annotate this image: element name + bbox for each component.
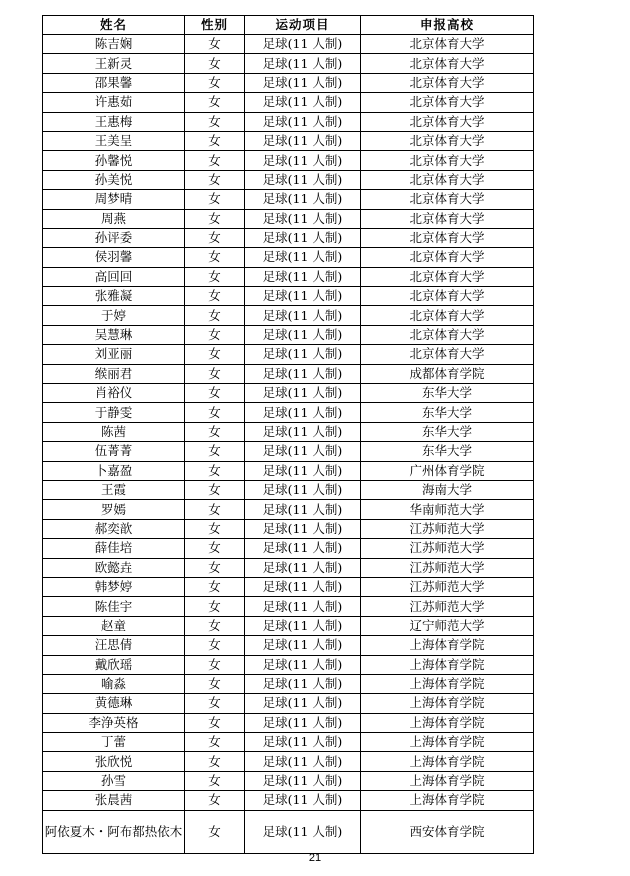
header-name: 姓名 <box>43 16 185 35</box>
table-row <box>43 190 534 209</box>
cell-name: 吴慧琳 <box>43 325 185 344</box>
table-row <box>43 480 534 499</box>
cell-sport: 足球(11 人制) <box>245 209 361 228</box>
cell-school: 江苏师范大学 <box>361 577 534 596</box>
table-row <box>43 422 534 441</box>
cell-sex: 女 <box>185 733 245 752</box>
cell-name: 王霞 <box>43 480 185 499</box>
table-row <box>43 577 534 596</box>
table-row <box>43 519 534 538</box>
cell-school: 东华大学 <box>361 422 534 441</box>
table-row <box>43 752 534 771</box>
cell-name: 王美呈 <box>43 131 185 150</box>
cell-school: 华南师范大学 <box>361 500 534 519</box>
page-number: 21 <box>308 852 322 864</box>
table-row <box>43 791 534 810</box>
cell-school: 上海体育学院 <box>361 733 534 752</box>
table-row <box>43 461 534 480</box>
cell-school: 东华大学 <box>361 384 534 403</box>
cell-school: 东华大学 <box>361 442 534 461</box>
cell-sex: 女 <box>185 403 245 422</box>
cell-sport: 足球(11 人制) <box>245 655 361 674</box>
cell-sex: 女 <box>185 248 245 267</box>
table-row <box>43 597 534 616</box>
cell-sport: 足球(11 人制) <box>245 500 361 519</box>
cell-sex: 女 <box>185 694 245 713</box>
table-row <box>43 267 534 286</box>
cell-school: 海南大学 <box>361 480 534 499</box>
table-row <box>43 403 534 422</box>
cell-school: 江苏师范大学 <box>361 558 534 577</box>
cell-sport: 足球(11 人制) <box>245 190 361 209</box>
cell-school: 成都体育学院 <box>361 364 534 383</box>
cell-sport: 足球(11 人制) <box>245 73 361 92</box>
table-row <box>43 131 534 150</box>
cell-school: 北京体育大学 <box>361 35 534 54</box>
cell-sport: 足球(11 人制) <box>245 35 361 54</box>
cell-school: 北京体育大学 <box>361 190 534 209</box>
cell-name: 孙雪 <box>43 771 185 790</box>
cell-name: 周燕 <box>43 209 185 228</box>
cell-school: 北京体育大学 <box>361 93 534 112</box>
cell-sex: 女 <box>185 345 245 364</box>
cell-sport: 足球(11 人制) <box>245 733 361 752</box>
cell-sex: 女 <box>185 442 245 461</box>
cell-sex: 女 <box>185 35 245 54</box>
table-row <box>43 287 534 306</box>
cell-school: 上海体育学院 <box>361 791 534 810</box>
cell-sex: 女 <box>185 791 245 810</box>
cell-school: 北京体育大学 <box>361 151 534 170</box>
cell-sex: 女 <box>185 597 245 616</box>
cell-sport: 足球(11 人制) <box>245 248 361 267</box>
cell-sex: 女 <box>185 73 245 92</box>
cell-school: 上海体育学院 <box>361 694 534 713</box>
table-row <box>43 713 534 732</box>
cell-sex: 女 <box>185 674 245 693</box>
cell-name: 王新灵 <box>43 54 185 73</box>
athlete-roster-table <box>42 15 534 854</box>
cell-school: 东华大学 <box>361 403 534 422</box>
cell-sex: 女 <box>185 325 245 344</box>
cell-school: 北京体育大学 <box>361 325 534 344</box>
cell-name: 侯羽馨 <box>43 248 185 267</box>
cell-sex: 女 <box>185 810 245 853</box>
cell-school: 江苏师范大学 <box>361 539 534 558</box>
cell-school: 广州体育学院 <box>361 461 534 480</box>
cell-name: 喻淼 <box>43 674 185 693</box>
cell-sport: 足球(11 人制) <box>245 306 361 325</box>
cell-school: 北京体育大学 <box>361 228 534 247</box>
cell-name: 于婷 <box>43 306 185 325</box>
cell-name: 丁蕾 <box>43 733 185 752</box>
cell-sport: 足球(11 人制) <box>245 694 361 713</box>
table-row <box>43 93 534 112</box>
cell-sport: 足球(11 人制) <box>245 791 361 810</box>
cell-school: 北京体育大学 <box>361 170 534 189</box>
cell-sex: 女 <box>185 306 245 325</box>
cell-sport: 足球(11 人制) <box>245 364 361 383</box>
cell-school: 北京体育大学 <box>361 54 534 73</box>
table-row <box>43 655 534 674</box>
cell-sport: 足球(11 人制) <box>245 810 361 853</box>
cell-sport: 足球(11 人制) <box>245 151 361 170</box>
cell-school: 上海体育学院 <box>361 636 534 655</box>
cell-sport: 足球(11 人制) <box>245 713 361 732</box>
cell-sex: 女 <box>185 209 245 228</box>
cell-sport: 足球(11 人制) <box>245 674 361 693</box>
table-row <box>43 384 534 403</box>
cell-name: 张雅凝 <box>43 287 185 306</box>
cell-sport: 足球(11 人制) <box>245 345 361 364</box>
cell-school: 辽宁师范大学 <box>361 616 534 635</box>
cell-sport: 足球(11 人制) <box>245 93 361 112</box>
cell-name: 陈佳宇 <box>43 597 185 616</box>
cell-name: 伍菁菁 <box>43 442 185 461</box>
cell-school: 北京体育大学 <box>361 73 534 92</box>
cell-name: 孙美悦 <box>43 170 185 189</box>
cell-name: 刘亚丽 <box>43 345 185 364</box>
cell-school: 北京体育大学 <box>361 248 534 267</box>
cell-school: 北京体育大学 <box>361 209 534 228</box>
cell-sex: 女 <box>185 384 245 403</box>
cell-sex: 女 <box>185 151 245 170</box>
cell-sport: 足球(11 人制) <box>245 539 361 558</box>
cell-sex: 女 <box>185 228 245 247</box>
cell-name: 李浄英格 <box>43 713 185 732</box>
cell-school: 北京体育大学 <box>361 287 534 306</box>
cell-sport: 足球(11 人制) <box>245 752 361 771</box>
cell-name: 汪思倩 <box>43 636 185 655</box>
cell-sport: 足球(11 人制) <box>245 54 361 73</box>
cell-sex: 女 <box>185 519 245 538</box>
cell-name: 陈吉娴 <box>43 35 185 54</box>
cell-sport: 足球(11 人制) <box>245 112 361 131</box>
cell-sport: 足球(11 人制) <box>245 325 361 344</box>
table-header-row <box>43 16 534 35</box>
cell-name: 许惠茹 <box>43 93 185 112</box>
table-row <box>43 54 534 73</box>
cell-sport: 足球(11 人制) <box>245 384 361 403</box>
table-row <box>43 170 534 189</box>
cell-sex: 女 <box>185 461 245 480</box>
cell-sex: 女 <box>185 480 245 499</box>
cell-sport: 足球(11 人制) <box>245 771 361 790</box>
table-row <box>43 674 534 693</box>
cell-school: 北京体育大学 <box>361 112 534 131</box>
cell-sex: 女 <box>185 636 245 655</box>
cell-sport: 足球(11 人制) <box>245 131 361 150</box>
header-school: 申报高校 <box>361 16 534 35</box>
table-body <box>43 35 534 854</box>
table-row <box>43 539 534 558</box>
cell-name: 韩梦婷 <box>43 577 185 596</box>
cell-name: 高回回 <box>43 267 185 286</box>
cell-school: 江苏师范大学 <box>361 597 534 616</box>
table-row <box>43 151 534 170</box>
cell-sport: 足球(11 人制) <box>245 267 361 286</box>
cell-sex: 女 <box>185 170 245 189</box>
cell-name: 欧懿垚 <box>43 558 185 577</box>
table-row <box>43 810 534 853</box>
cell-school: 北京体育大学 <box>361 345 534 364</box>
cell-name: 于静雯 <box>43 403 185 422</box>
table-row <box>43 558 534 577</box>
cell-sex: 女 <box>185 616 245 635</box>
cell-name: 邵果馨 <box>43 73 185 92</box>
table-row <box>43 209 534 228</box>
cell-school: 北京体育大学 <box>361 306 534 325</box>
cell-sport: 足球(11 人制) <box>245 480 361 499</box>
cell-sport: 足球(11 人制) <box>245 403 361 422</box>
cell-name: 张欣悦 <box>43 752 185 771</box>
cell-sex: 女 <box>185 131 245 150</box>
cell-name: 孙馨悦 <box>43 151 185 170</box>
table-row <box>43 442 534 461</box>
header-sport: 运动项目 <box>245 16 361 35</box>
cell-name: 缑丽君 <box>43 364 185 383</box>
cell-name: 张晨茜 <box>43 791 185 810</box>
table-row <box>43 636 534 655</box>
table-row <box>43 771 534 790</box>
table-row <box>43 500 534 519</box>
cell-name: 阿依夏木・阿布都热依木 <box>43 810 185 853</box>
cell-sport: 足球(11 人制) <box>245 228 361 247</box>
table-row <box>43 364 534 383</box>
cell-name: 陈茜 <box>43 422 185 441</box>
cell-school: 上海体育学院 <box>361 752 534 771</box>
cell-sport: 足球(11 人制) <box>245 422 361 441</box>
cell-sex: 女 <box>185 112 245 131</box>
cell-sex: 女 <box>185 539 245 558</box>
cell-sport: 足球(11 人制) <box>245 636 361 655</box>
cell-sport: 足球(11 人制) <box>245 287 361 306</box>
cell-sport: 足球(11 人制) <box>245 616 361 635</box>
table-row <box>43 228 534 247</box>
cell-name: 黄德琳 <box>43 694 185 713</box>
cell-sex: 女 <box>185 422 245 441</box>
cell-name: 周梦晴 <box>43 190 185 209</box>
cell-sport: 足球(11 人制) <box>245 461 361 480</box>
cell-name: 戴欣瑶 <box>43 655 185 674</box>
cell-sex: 女 <box>185 54 245 73</box>
cell-sport: 足球(11 人制) <box>245 519 361 538</box>
table-row <box>43 345 534 364</box>
cell-school: 上海体育学院 <box>361 713 534 732</box>
table-row <box>43 248 534 267</box>
cell-sport: 足球(11 人制) <box>245 597 361 616</box>
table-row <box>43 35 534 54</box>
cell-name: 卜嘉盈 <box>43 461 185 480</box>
table-row <box>43 73 534 92</box>
table-row <box>43 694 534 713</box>
cell-sex: 女 <box>185 190 245 209</box>
cell-sex: 女 <box>185 500 245 519</box>
table-row <box>43 616 534 635</box>
cell-name: 肖裕仪 <box>43 384 185 403</box>
cell-sex: 女 <box>185 558 245 577</box>
cell-sport: 足球(11 人制) <box>245 558 361 577</box>
cell-name: 孙评委 <box>43 228 185 247</box>
cell-sex: 女 <box>185 577 245 596</box>
cell-sport: 足球(11 人制) <box>245 170 361 189</box>
cell-name: 罗嫣 <box>43 500 185 519</box>
cell-sex: 女 <box>185 655 245 674</box>
table-row <box>43 325 534 344</box>
table-row <box>43 306 534 325</box>
cell-sex: 女 <box>185 267 245 286</box>
cell-school: 上海体育学院 <box>361 674 534 693</box>
cell-school: 江苏师范大学 <box>361 519 534 538</box>
table-row <box>43 112 534 131</box>
cell-sport: 足球(11 人制) <box>245 442 361 461</box>
cell-school: 上海体育学院 <box>361 655 534 674</box>
cell-name: 郝奕歆 <box>43 519 185 538</box>
cell-school: 北京体育大学 <box>361 267 534 286</box>
cell-sex: 女 <box>185 713 245 732</box>
cell-name: 王惠梅 <box>43 112 185 131</box>
cell-sex: 女 <box>185 752 245 771</box>
cell-school: 上海体育学院 <box>361 771 534 790</box>
cell-sex: 女 <box>185 364 245 383</box>
cell-sex: 女 <box>185 287 245 306</box>
cell-school: 北京体育大学 <box>361 131 534 150</box>
cell-sport: 足球(11 人制) <box>245 577 361 596</box>
cell-name: 薛佳培 <box>43 539 185 558</box>
cell-school: 西安体育学院 <box>361 810 534 853</box>
table-row <box>43 733 534 752</box>
header-sex: 性别 <box>185 16 245 35</box>
cell-sex: 女 <box>185 93 245 112</box>
cell-sex: 女 <box>185 771 245 790</box>
cell-name: 赵童 <box>43 616 185 635</box>
